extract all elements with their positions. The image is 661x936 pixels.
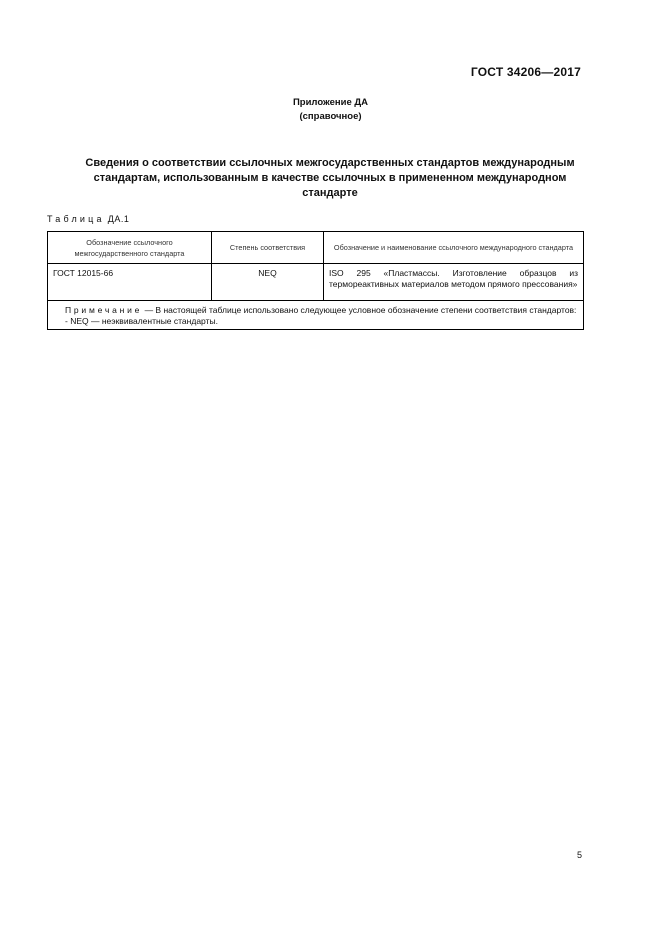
header-cell: Степень соответствия <box>212 232 324 264</box>
table-row <box>48 264 584 301</box>
appendix-subtitle: (справочное) <box>299 111 362 122</box>
table-note <box>48 301 584 330</box>
header-cell: Обозначение и наименование ссылочного международного стандарта <box>324 232 584 264</box>
appendix-title: Приложение ДА <box>292 97 369 108</box>
note-text: — В настоящей таблице использовано следующее условное обозначение степени соответствия стандартов: <box>142 305 577 315</box>
section-title-line: стандартам, использованным в качестве ссылочных в примененном международном <box>93 172 567 184</box>
page-number: 5 <box>576 850 582 860</box>
table-header-row <box>48 232 584 264</box>
table-caption <box>47 214 129 224</box>
note-paragraph <box>53 305 578 316</box>
table-note-row <box>48 301 584 330</box>
note-label: Примечание <box>65 305 143 315</box>
standard-cell: ГОСТ 12015-66 <box>48 264 212 301</box>
header-cell: Обозначение ссылочного межгосударственного стандарта <box>48 232 212 264</box>
section-title-line: Сведения о соответствии ссылочных межгосударственных стандартов международным <box>85 157 575 169</box>
table-caption-id: ДА.1 <box>107 214 130 224</box>
document-code: ГОСТ 34206—2017 <box>470 65 581 79</box>
section-title <box>60 156 600 201</box>
table-caption-label: Таблица <box>47 214 105 224</box>
note-item: - NEQ — неэквивалентные стандарты. <box>65 316 218 326</box>
international-standard-cell: ISO 295 «Пластмассы. Изготовление образцов из термореактивных материалов методом прямого прессования» <box>324 264 584 301</box>
reference-table <box>47 231 584 330</box>
degree-cell: NEQ <box>212 264 324 301</box>
section-title-line: стандарте <box>302 187 358 199</box>
appendix-heading <box>0 96 661 124</box>
